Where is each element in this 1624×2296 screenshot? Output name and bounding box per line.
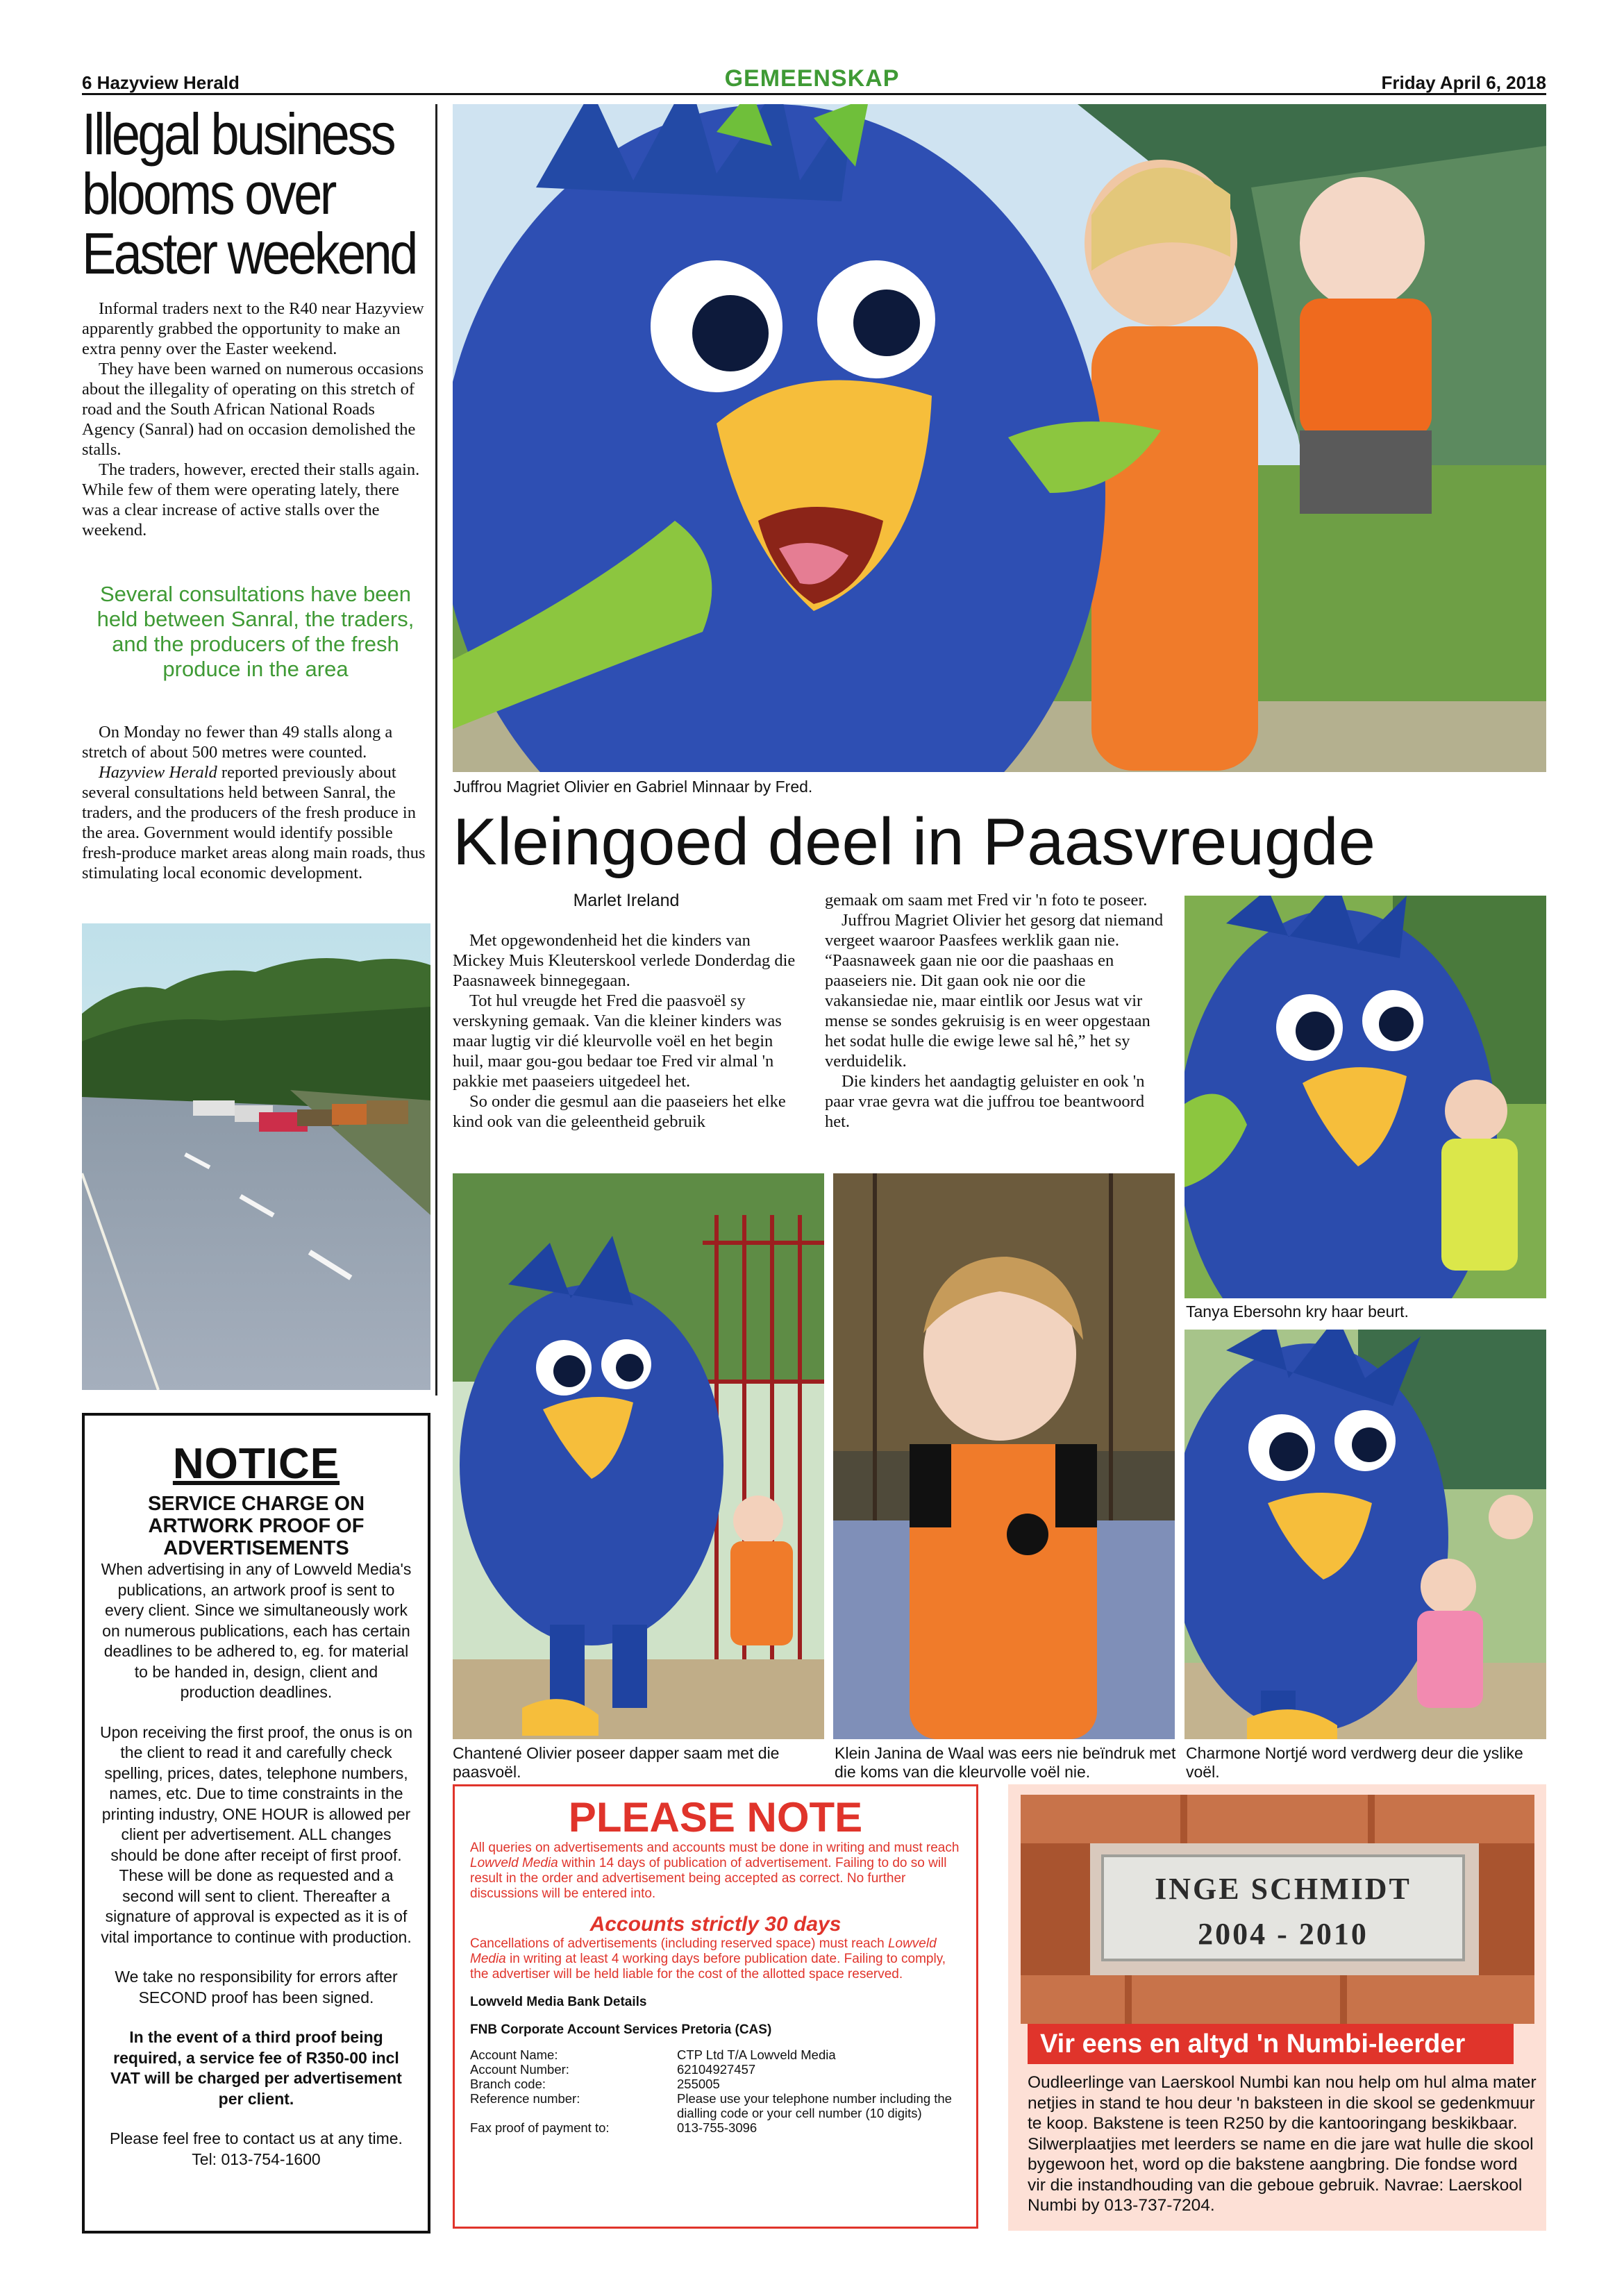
notice-paragraph: When advertising in any of Lowveld Media's publications, an artwork proof is sent to every client. Since we simultaneously work on numerous publications, each has certain deadlines to be adhered to, eg. for material to be handed in, design, client and production deadlines. [101, 1560, 412, 1701]
paragraph: They have been warned on numerous occasions about the illegality of operating on this stretch of road and the South African National Roads Agency (Sanral) had on occasion demolished the stalls. [82, 360, 424, 459]
feature-column-1 [453, 930, 800, 1132]
bank-row: Account Name: CTP Ltd T/A Lowveld Media [470, 2047, 836, 2062]
paragraph: Hazyview Herald reported previously about several consultations held between Sanral, the traders, and the producers of the fresh produce in the area. Government would identify possible fresh-produce market areas along main roads, thus stimulating local economic development. [82, 763, 426, 882]
accounts-heading: Accounts strictly 30 days [589, 1913, 842, 1936]
paragraph: gemaak om saam met Fred vir 'n foto te poseer. [825, 891, 1148, 910]
lead-body-1 [82, 299, 429, 540]
plaque-years: 2004 - 2010 [1198, 1917, 1368, 1951]
queries-paragraph: All queries on advertisements and accounts must be done in writing and must reach Lowveld Media within 14 days of publication of advertisement. Failing to do so will result in the order and advertisement being accepted as correct. No further discussions will be entered into. [470, 1841, 960, 1901]
bank-heading: Lowveld Media Bank Details [470, 1995, 647, 2009]
notice-paragraph: Upon receiving the first proof, the onus is on the client to read it and carefully check spelling, prices, dates, telephone numbers, names, etc. Due to time constraints in the printing industry, ONE HOUR is allowed per client per advertisement. ALL changes should be done after receipt of first proof. These will be done as requested and a second will sent to client. Thereafter a signature of approval is expected as it is of vital importance to continue with production. [99, 1723, 413, 1946]
bank-row: Branch code: 255005 [470, 2077, 720, 2091]
plaque-name: INGE SCHMIDT [1155, 1872, 1412, 1906]
headline-line: Illegal business [82, 101, 394, 167]
caption-chantene: Chantené Olivier poseer dapper saam met die paasvoël. [453, 1744, 780, 1781]
caption-charmone: Charmone Nortjé word verdwerg deur die yslike voël. [1186, 1744, 1523, 1781]
cancellations-paragraph: Cancellations of advertisements (including reserved space) must reach Lowveld Media in writing at least 4 working days before publication date. Failing to comply, the advertiser will be held liable for the cost of the allotted space reserved. [470, 1936, 946, 1981]
section-title: GEMEENSKAP [724, 65, 900, 92]
bank-name: FNB Corporate Account Services Pretoria (CAS) [470, 2022, 772, 2037]
issue-date: Friday April 6, 2018 [1381, 72, 1546, 93]
page-number-paper: 6 Hazyview Herald [82, 72, 240, 93]
caption-janina: Klein Janina de Waal was eers nie beïndruk met die koms van die kleurvolle voël nie. [835, 1744, 1176, 1781]
photo-chantene [453, 1173, 824, 1739]
bank-row: Fax proof of payment to: 013-755-3096 [470, 2120, 757, 2135]
paragraph: Tot hul vreugde het Fred die paasvoël sy verskyning gemaak. Van die kleiner kinders was maar lugtig vir dié kleurvolle voël en het begin huil, maar gou-gou bedaar toe Fred vir almal 'n pakkie met paaseiers uitgedeel het. [453, 991, 782, 1091]
notice-subtitle: SERVICE CHARGE ON ARTWORK PROOF OF ADVERTISEMENTS [147, 1493, 365, 1559]
caption-tanya: Tanya Ebersohn kry haar beurt. [1186, 1302, 1409, 1321]
paragraph: The traders, however, erected their stalls again. While few of them were operating lately, there was a clear increase of active stalls over the weekend. [82, 460, 420, 539]
main-photo-mascot [453, 104, 1546, 772]
notice-title: NOTICE [172, 1440, 340, 1488]
paragraph: Met opgewondenheid het die kinders van Mickey Muis Kleuterskool verlede Donderdag die Paasnaweek binnegegaan. [453, 931, 796, 990]
publication-name: Hazyview Herald [99, 763, 217, 782]
headline-line: Easter weekend [82, 221, 416, 286]
numbi-headline: Vir eens en altyd 'n Numbi-leerder [1028, 2024, 1514, 2064]
bank-row: Account Number: 62104927457 [470, 2062, 756, 2077]
paragraph: So onder die gesmul aan die paaseiers het elke kind ook van die geleentheid gebruik [453, 1092, 786, 1131]
lead-headline [82, 101, 416, 286]
photo-tanya [1184, 896, 1546, 1298]
please-note-box [453, 1784, 978, 2229]
notice-contact: Please feel free to contact us at any time. Tel: 013-754-1600 [110, 2129, 403, 2168]
please-note-title: PLEASE NOTE [568, 1794, 863, 1841]
notice-fee-paragraph: In the event of a third proof being required, a service fee of R350-00 incl VAT will be charged per advertisement per client. [110, 2028, 402, 2108]
lead-body-2 [82, 722, 429, 883]
road-stalls-photo [82, 923, 430, 1390]
byline: Marlet Ireland [573, 891, 680, 910]
feature-headline: Kleingoed deel in Paasvreugde [453, 805, 1375, 879]
photo-janina [833, 1173, 1175, 1739]
feature-column-2 [825, 890, 1172, 1132]
paragraph: Juffrou Magriet Olivier het gesorg dat niemand vergeet waaroor Paasfees werklik gaan nie. “Paasnaweek gaan nie oor die paashaas en paaseiers nie. Dit gaan ook nie oor die vakansiedae nie, maar eintlik oor Jesus wat vir mense se sondes gekruisig is en weer opgestaan het sodat hulle die ewige lewe sal hê,” het sy verduidelik. [825, 911, 1164, 1071]
bank-details [470, 2047, 961, 2135]
notice-paragraph: We take no responsibility for errors after SECOND proof has been signed. [115, 1968, 398, 2006]
pull-quote: Several consultations have been held between Sanral, the traders, and the producers of the fresh produce in the area [97, 582, 415, 681]
paragraph: Informal traders next to the R40 near Hazyview apparently grabbed the opportunity to make an extra penny over the Easter weekend. [82, 299, 424, 358]
main-photo-caption: Juffrou Magriet Olivier en Gabriel Minnaar by Fred. [453, 778, 813, 796]
brick-plaque-photo [1021, 1795, 1534, 2024]
paragraph: Die kinders het aandagtig geluister en ook 'n paar vrae gevra wat die juffrou toe beantwoord het. [825, 1072, 1145, 1131]
headline-line: blooms over [82, 161, 335, 226]
paragraph: On Monday no fewer than 49 stalls along a stretch of about 500 metres were counted. [82, 723, 393, 762]
header-rule [82, 93, 1546, 95]
numbi-body: Oudleerlinge van Laerskool Numbi kan nou help om hul alma mater netjies in stand te hou deur 'n baksteen in die skool se gedenkmuur te koop. Bakstene is teen R250 by die kantooringang beskikbaar. Silwerplaatjies met leerders se name en die jare wat hulle die skool bygewoon het, word op die bakstene aangbring. Die fondse word vir die instandhouding van die geboue gebruik. Navrae: Laerskool Numbi by 013-737-7204. [1028, 2073, 1537, 2215]
bank-row: Reference number: Please use your telephone number including the dialling code or your cell number (10 digits) [470, 2091, 952, 2120]
notice-box [82, 1413, 430, 2234]
column-rule [435, 104, 437, 1396]
photo-charmone [1184, 1330, 1546, 1739]
